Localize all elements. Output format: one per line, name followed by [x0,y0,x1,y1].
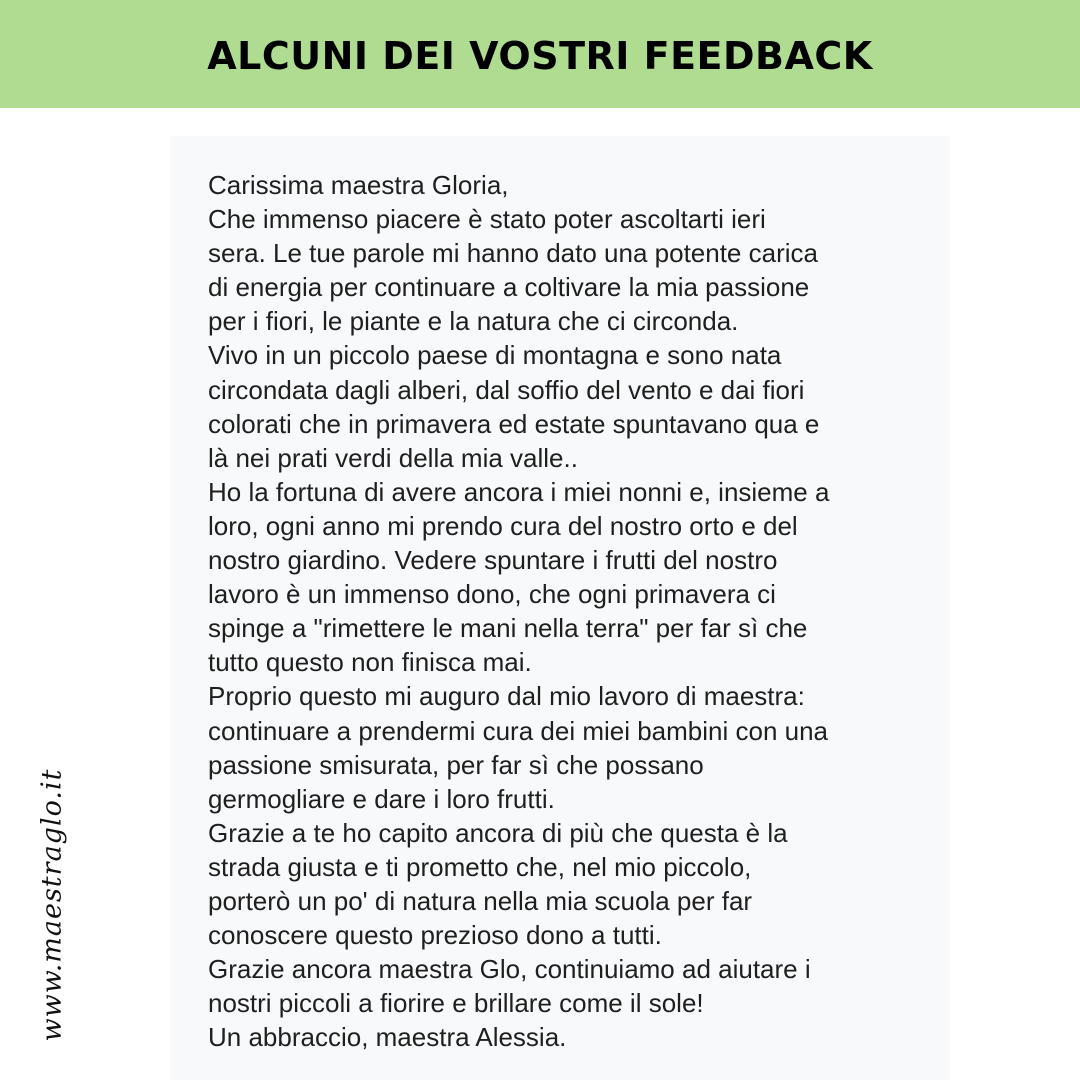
message-line: Ho la fortuna di avere ancora i miei nonni e, insieme a [208,476,830,507]
message-line: sera. Le tue parole mi hanno dato una potente carica [208,238,818,269]
message-line: per i fiori, le piante e la natura che ci circonda. [208,306,739,337]
message-line: strada giusta e ti prometto che, nel mio piccolo, [208,851,752,882]
message-line: nostro giardino. Vedere spuntare i frutti del nostro [208,545,778,576]
message-line: Grazie a te ho capito ancora di più che questa è la [208,817,788,848]
page-title: ALCUNI DEI VOSTRI FEEDBACK [207,34,873,78]
message-line: passione smisurata, per far sì che possano [208,749,704,780]
message-line: Grazie ancora maestra Glo, continuiamo ad aiutare i [208,954,811,985]
message-line: lavoro è un immenso dono, che ogni primavera ci [208,579,776,610]
message-line: porterò un po' di natura nella mia scuola per far [208,885,753,916]
message-line: colorati che in primavera ed estate spuntavano qua e [208,408,820,439]
message-line: di energia per continuare a coltivare la mia passione [208,272,810,303]
message-line: Che immenso piacere è stato poter ascoltarti ieri [208,204,766,235]
feedback-message [208,168,829,1054]
website-watermark: www.maestraglo.it [36,768,68,1042]
message-line: loro, ogni anno mi prendo cura del nostro orto e del [208,510,798,541]
message-line: nostri piccoli a fiorire e brillare come il sole! [208,988,704,1019]
message-line: conoscere questo prezioso dono a tutti. [208,920,662,951]
message-line: Vivo in un piccolo paese di montagna e sono nata [208,340,782,371]
message-line: Proprio questo mi auguro dal mio lavoro di maestra: [208,681,805,712]
message-line: là nei prati verdi della mia valle.. [208,442,578,473]
message-line: circondata dagli alberi, dal soffio del vento e dai fiori [208,374,805,405]
message-line: Un abbraccio, maestra Alessia. [208,1022,567,1053]
message-line: continuare a prendermi cura dei miei bambini con una [208,715,829,746]
message-line: spinge a "rimettere le mani nella terra" per far sì che [208,613,808,644]
message-line: Carissima maestra Gloria, [208,170,509,200]
message-line: germogliare e dare i loro frutti. [208,783,555,814]
header-banner [0,0,1080,108]
message-line: tutto questo non finisca mai. [208,647,532,678]
